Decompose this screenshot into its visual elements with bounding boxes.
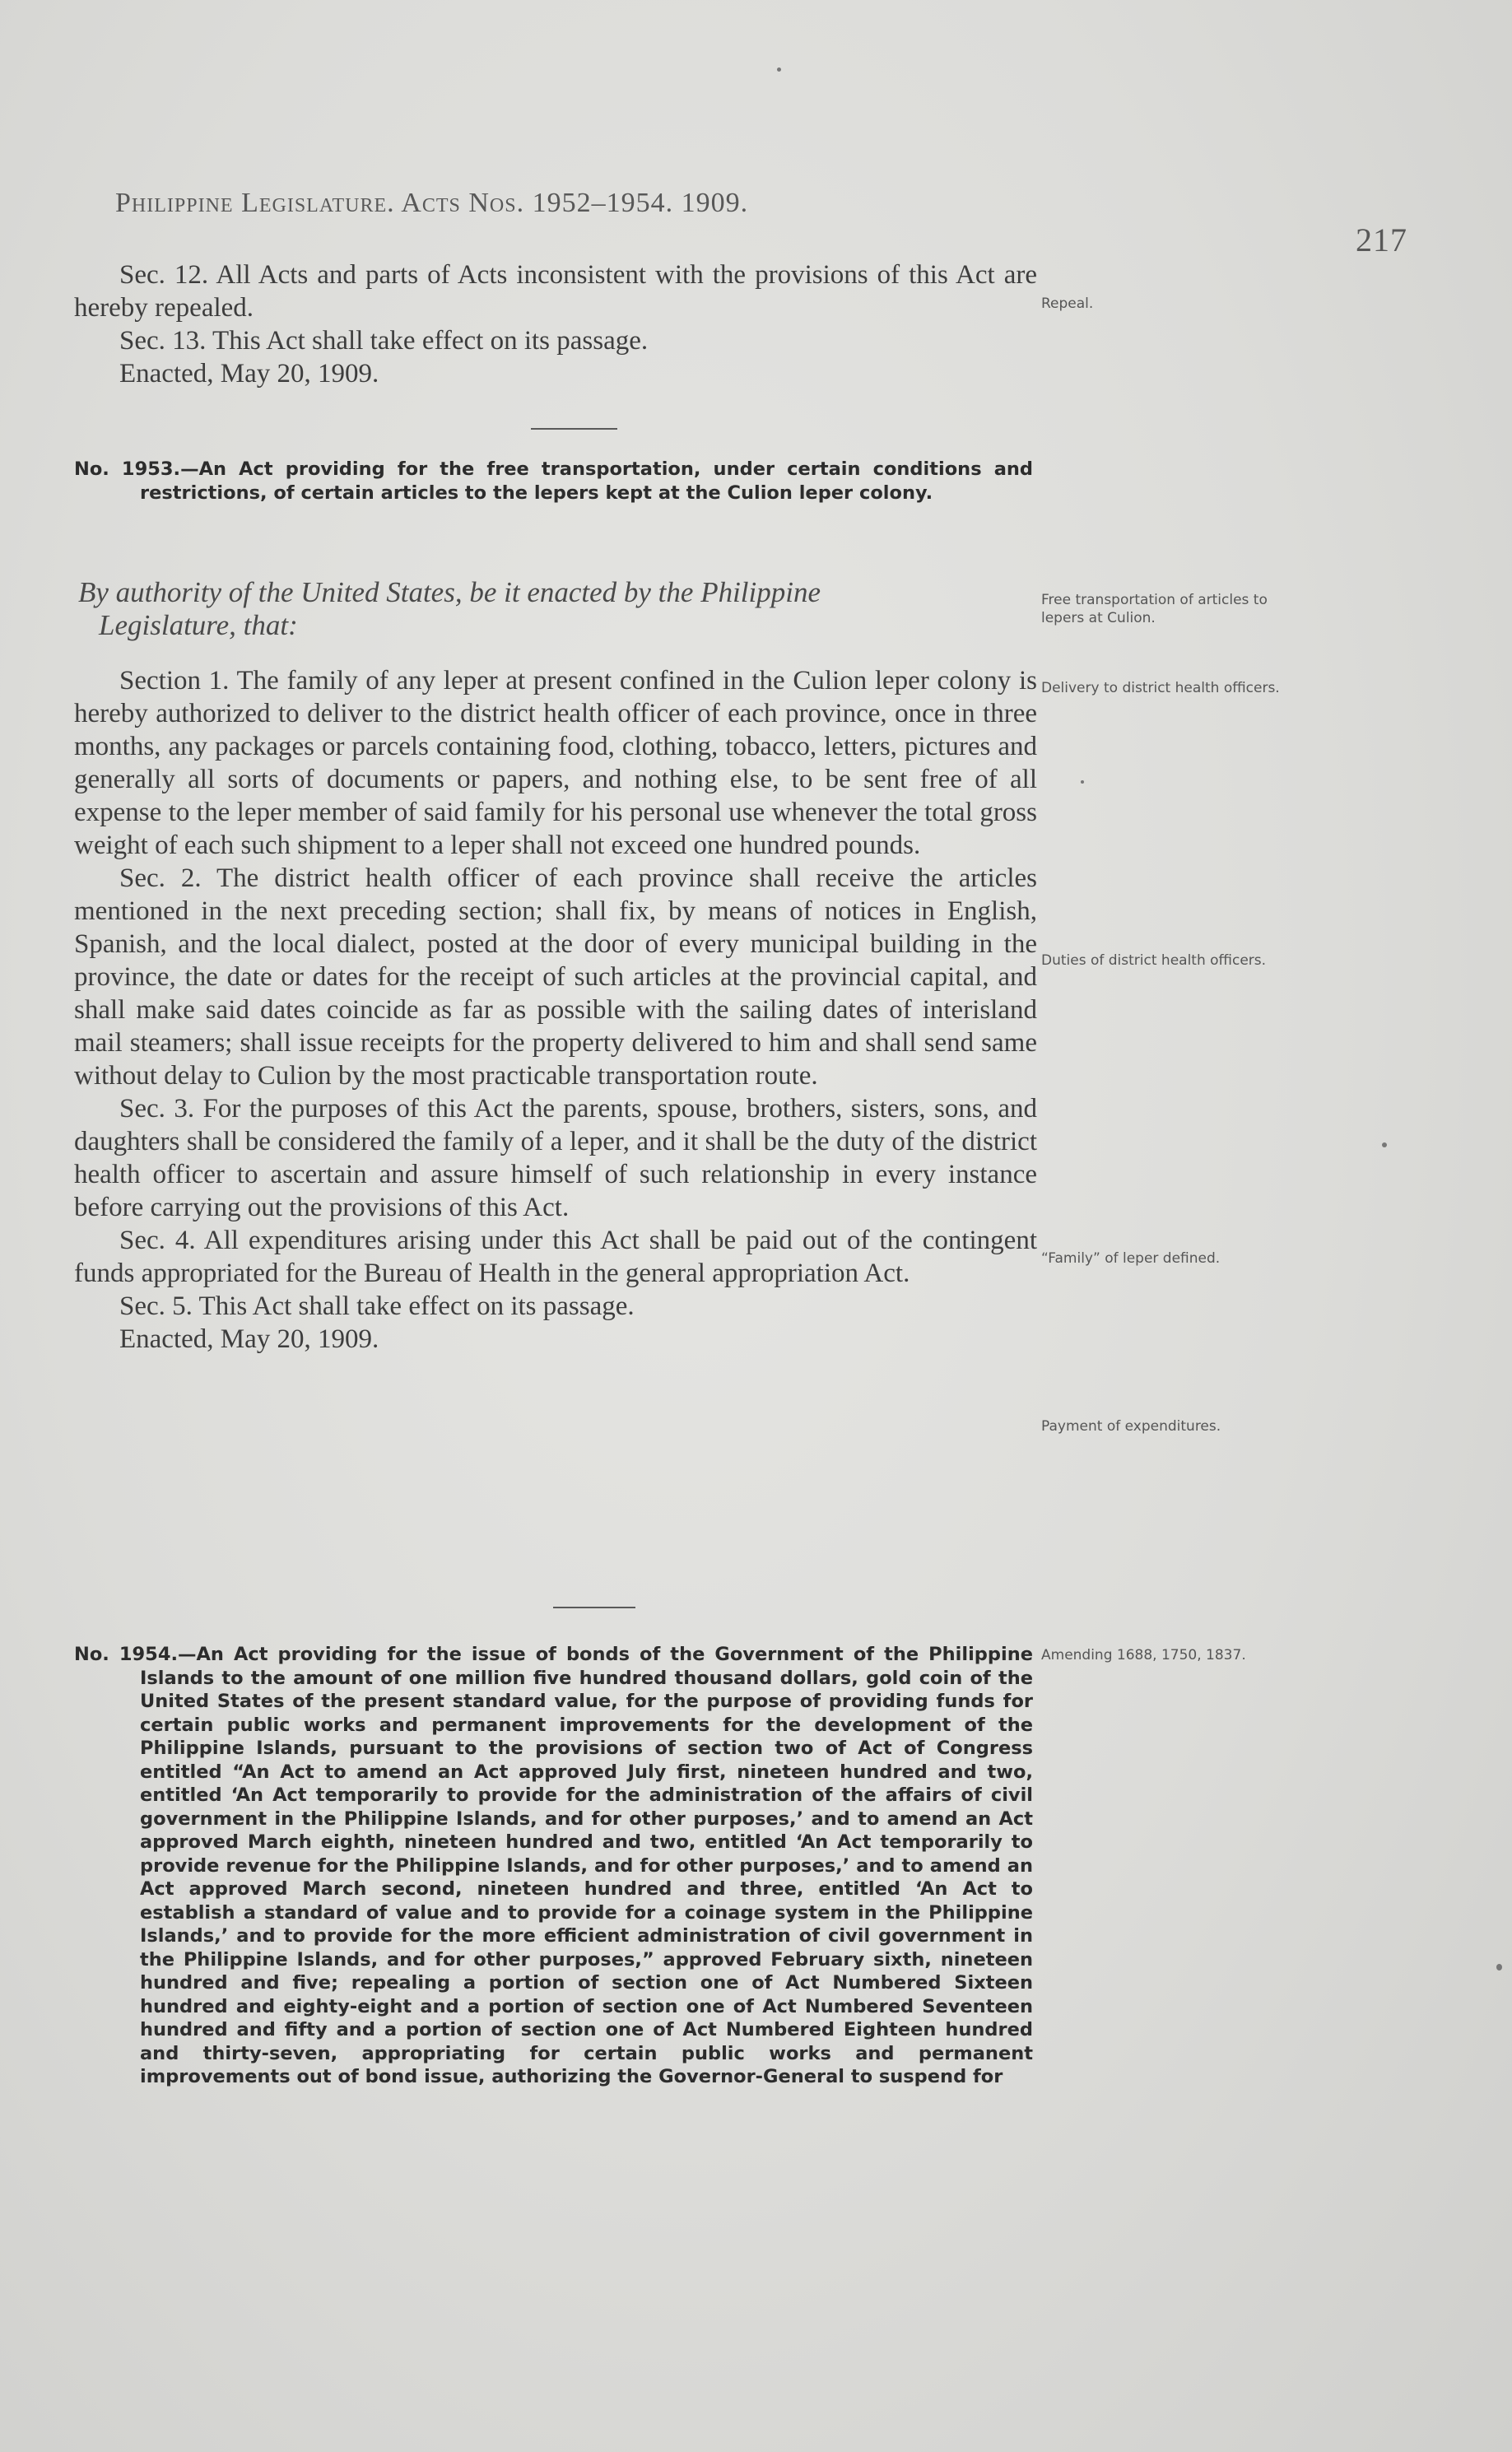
act-1953-sections — [74, 664, 1037, 1356]
enacting-clause — [78, 576, 1041, 642]
act-1953-heading: No. 1953.—An Act providing for the free transportation, under certain conditions and restrictions, of certain articles to the lepers kept at the Culion leper colony. — [74, 458, 1033, 504]
margin-note-repeal: Repeal. — [1041, 295, 1094, 312]
section-5: Sec. 5. This Act shall take effect on its passage. — [119, 1291, 635, 1321]
paper-speck — [777, 67, 781, 72]
paper-speck — [1496, 1964, 1502, 1970]
margin-note-free-transportation: Free transportation of articles to lepers at Culion. — [1041, 592, 1268, 626]
paper-speck — [1382, 1142, 1387, 1147]
section-12: Sec. 12. All Acts and parts of Acts inconsistent with the provisions of this Act are hereby repealed. — [74, 260, 1037, 323]
enacted-date: Enacted, May 20, 1909. — [119, 1324, 379, 1354]
act-1952-closing-sections — [74, 258, 1037, 390]
paper-speck — [1081, 780, 1084, 784]
section-3: Sec. 3. For the purposes of this Act the parents, spouse, brothers, sisters, sons, and daughters shall be considered the family of a leper, and it shall be the duty of the district health officer to ascertain and assure himself of such relationship in every instance before carrying out the provisions of this Act. — [74, 1094, 1037, 1222]
margin-note-family-defined: “Family” of leper defined. — [1041, 1250, 1221, 1267]
section-13: Sec. 13. This Act shall take effect on its passage. — [119, 326, 649, 356]
enacted-date: Enacted, May 20, 1909. — [119, 359, 379, 389]
margin-note-duties: Duties of district health officers. — [1041, 952, 1267, 969]
act-1954-heading: No. 1954.—An Act providing for the issue of bonds of the Government of the Philippine Islands to the amount of one million five hundred thousand dollars, gold coin of the United States of the present standard value, for the purpose of providing funds for certain public works and permanent improvements for the development of the Philippine Islands, pursuant to the provisions of section two of Act of Congress entitled “An Act to amend an Act approved July first, nineteen hundred and two, entitled ‘An Act temporarily to provide for the administration of the affairs of civil government in the Philippine Islands, and for other purposes,’ and to amend an Act approved March eighth, nineteen hundred and two, entitled ‘An Act temporarily to provide revenue for the Philippine Islands, and for other purposes,’ and to amend an Act approved March second, nineteen hundred and three, entitled ‘An Act to establish a standard of value and to provide for a coinage system in the Philippine Islands,’ and to provide for the more efficient administration of civil government in the Philippine Islands, and for other purposes,” approved February sixth, nineteen hundred and five; repealing a portion of section one of Act Numbered Sixteen hundred and eighty-eight and a portion of section one of Act Numbered Seventeen hundred and fifty and a portion of section one of Act Numbered Eighteen hundred and thirty-seven, appropriating for certain public works and permanent improvements out of bond issue, authorizing the Governor-General to suspend for — [74, 1644, 1033, 2087]
margin-note-amending: Amending 1688, 1750, 1837. — [1041, 1647, 1246, 1663]
enacting-clause-line-1: By authority of the United States, be it enacted by the Philippine — [78, 576, 821, 608]
section-divider — [531, 428, 617, 430]
section-1: Section 1. The family of any leper at present confined in the Culion leper colony is hereby authorized to deliver to the district health officer of each province, once in three months, any packages or parcels containing food, clothing, tobacco, letters, pictures and generally all sorts of documents or papers, and nothing else, to be sent free of all expense to the leper member of said family for his personal use whenever the total gross weight of each such shipment to a leper shall not exceed one hundred pounds. — [74, 666, 1037, 860]
section-2: Sec. 2. The district health officer of each province shall receive the articles mentioned in the next preceding section; shall fix, by means of notices in English, Spanish, and the local dialect, posted at the door of every municipal building in the province, the date or dates for the receipt of such articles at the provincial capital, and shall make said dates coincide as far as possible with the sailing dates of interisland mail steamers; shall issue receipts for the property delivered to him and shall send same without delay to Culion by the most practicable transportation route. — [74, 863, 1037, 1091]
running-header — [115, 188, 1432, 258]
enacting-clause-line-2: Legislature, that: — [99, 609, 298, 641]
page-number: 217 — [1356, 221, 1407, 258]
margin-note-delivery: Delivery to district health officers. — [1041, 680, 1280, 696]
running-title: Philippine Legislature. Acts Nos. 1952–1954. 1909. — [115, 188, 749, 218]
section-divider — [553, 1607, 635, 1608]
section-4: Sec. 4. All expenditures arising under this Act shall be paid out of the contingent funds appropriated for the Bureau of Health in the general appropriation Act. — [74, 1226, 1037, 1288]
margin-note-payment: Payment of expenditures. — [1041, 1418, 1221, 1435]
